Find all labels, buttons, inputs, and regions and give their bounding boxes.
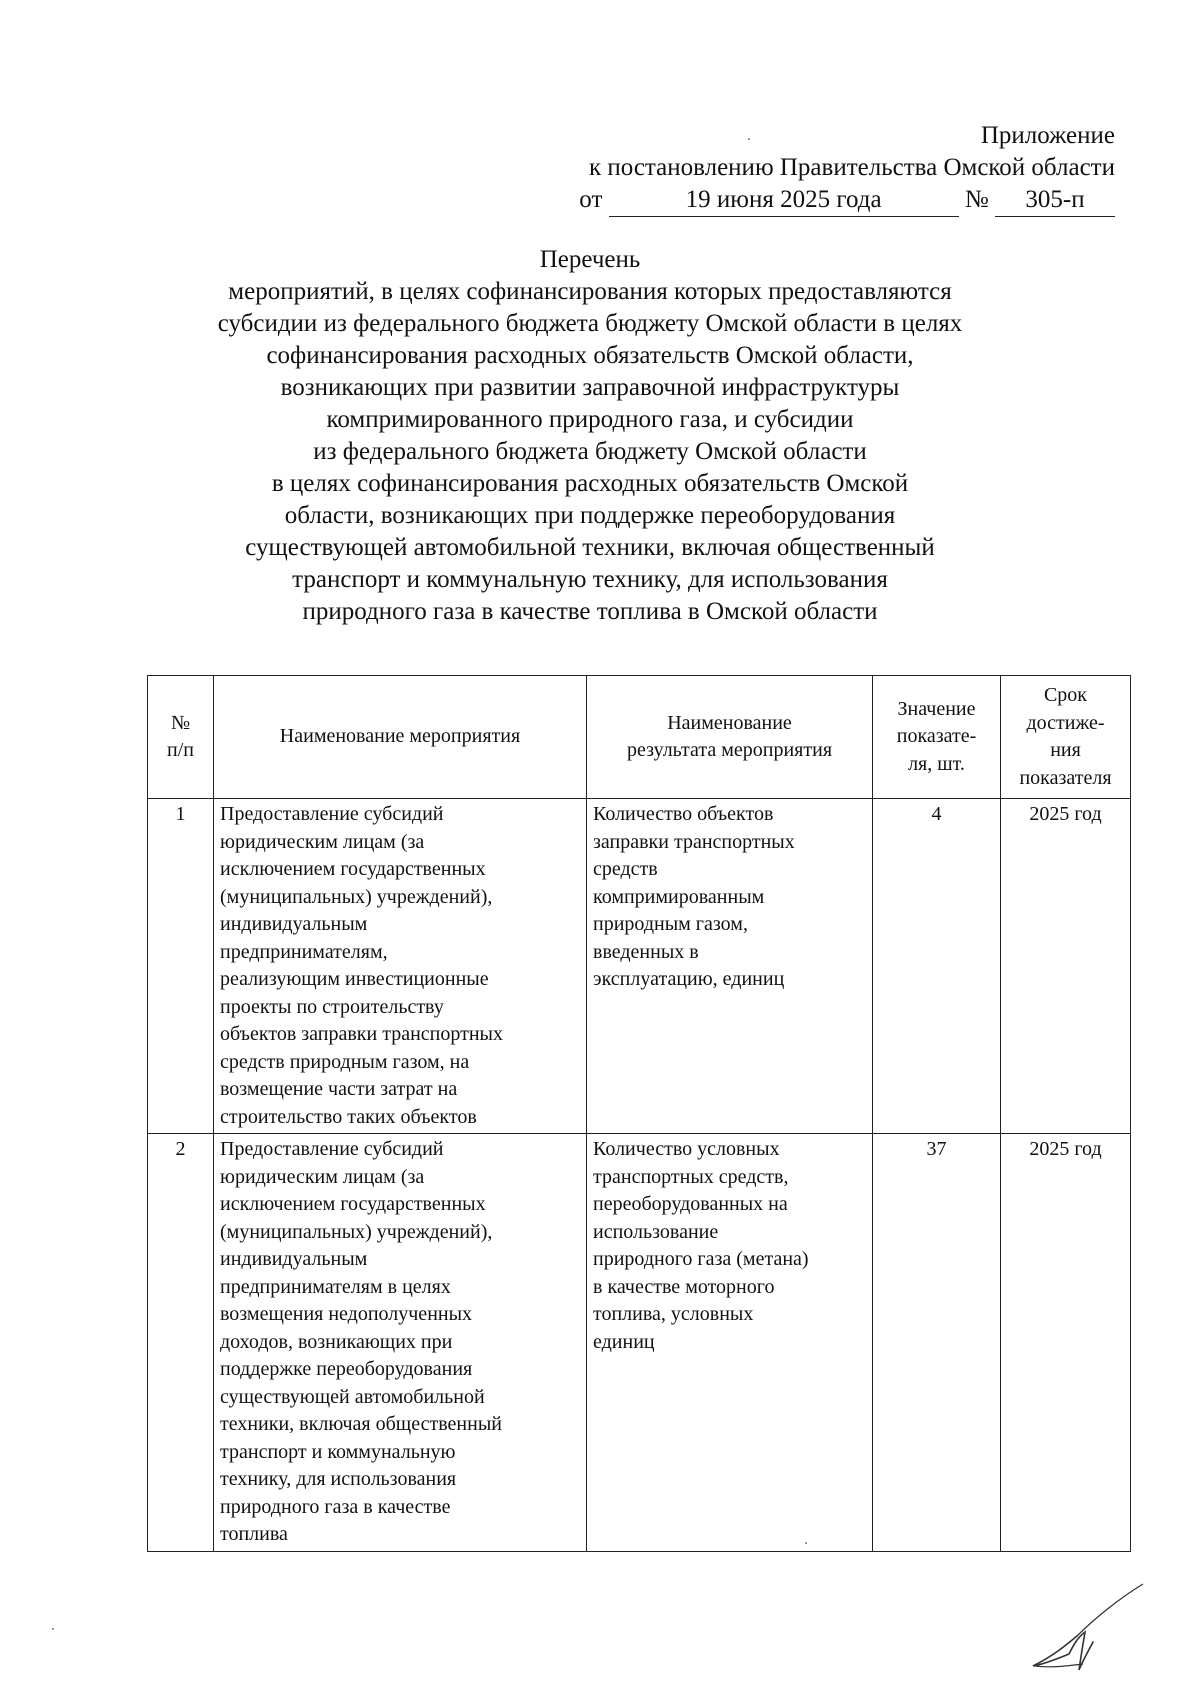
decree-number: 305-п (995, 184, 1115, 217)
header-measure-name: Наименование мероприятия (214, 676, 587, 799)
header-num: № п/п (148, 676, 214, 799)
document-title (140, 244, 1040, 628)
indicator-value: 37 (873, 1134, 1001, 1552)
title-line: в целях софинансирования расходных обязательств Омской (271, 470, 909, 497)
appendix-subtitle: к постановлению Правительства Омской области (588, 154, 1115, 181)
title-line: транспорт и коммунальную технику, для использования (292, 566, 888, 593)
header-result-name: Наименование результата мероприятия (587, 676, 873, 799)
header-deadline: Срок достиже- ния показателя (1001, 676, 1131, 799)
appendix-date-line (579, 184, 1115, 217)
result-name: Количество условных транспортных средств, переоборудованных на использование природного газа (метана) в качестве моторного топлива, условных единиц (587, 1134, 873, 1552)
measure-name: Предоставление субсидий юридическим лицам (за исключением государственных (муниципальных) учреждений), индивидуальным предпринимателям в целях возмещения недополученных доходов, возникающих при поддержке переоборудования существующей автомобильной техники, включая общественный транспорт и коммунальную технику, для использования природного газа в качестве топлива (214, 1134, 587, 1552)
title-line: софинансирования расходных обязательств Омской области, (266, 342, 914, 369)
measures-table (147, 675, 1131, 1552)
title-line: мероприятий, в целях софинансирования которых предоставляются (228, 278, 952, 305)
title-line: из федерального бюджета бюджету Омской области (313, 438, 867, 465)
deadline-value: 2025 год (1001, 799, 1131, 1134)
measure-name: Предоставление субсидий юридическим лицам (за исключением государственных (муниципальных) учреждений), индивидуальным предпринимателям, реализующим инвестиционные проекты по строительству объектов заправки транспортных средств природным газом, на возмещение части затрат на строительство таких объектов (214, 799, 587, 1134)
deadline-value: 2025 год (1001, 1134, 1131, 1552)
handwritten-signature (1025, 1580, 1145, 1680)
title-line: компримированного природного газа, и субсидии (326, 406, 854, 433)
row-number: 1 (148, 799, 214, 1134)
scan-speck (52, 1628, 54, 1630)
title-line: возникающих при развитии заправочной инфраструктуры (280, 374, 900, 401)
decree-date: 19 июня 2025 года (609, 184, 959, 217)
appendix-header (579, 120, 1115, 217)
header-indicator-value: Значение показате- ля, шт. (873, 676, 1001, 799)
table-row (148, 799, 1131, 1134)
title-line: субсидии из федерального бюджета бюджету Омской области в целях (217, 310, 963, 337)
table-header-row (148, 676, 1131, 799)
result-name: Количество объектов заправки транспортных средств компримированным природным газом, введенных в эксплуатацию, единиц (587, 799, 873, 1134)
title-line: области, возникающих при поддержке переоборудования (284, 502, 896, 529)
title-line: существующей автомобильной техники, включая общественный (245, 534, 935, 561)
date-prefix: от (579, 186, 603, 213)
title-line: природного газа в качестве топлива в Омской области (302, 598, 878, 625)
table-row (148, 1134, 1131, 1552)
number-prefix: № (964, 186, 989, 213)
scan-speck (805, 1542, 807, 1544)
scan-speck (748, 138, 750, 140)
title-heading: Перечень (539, 246, 641, 273)
row-number: 2 (148, 1134, 214, 1552)
indicator-value: 4 (873, 799, 1001, 1134)
appendix-title: Приложение (980, 122, 1115, 149)
